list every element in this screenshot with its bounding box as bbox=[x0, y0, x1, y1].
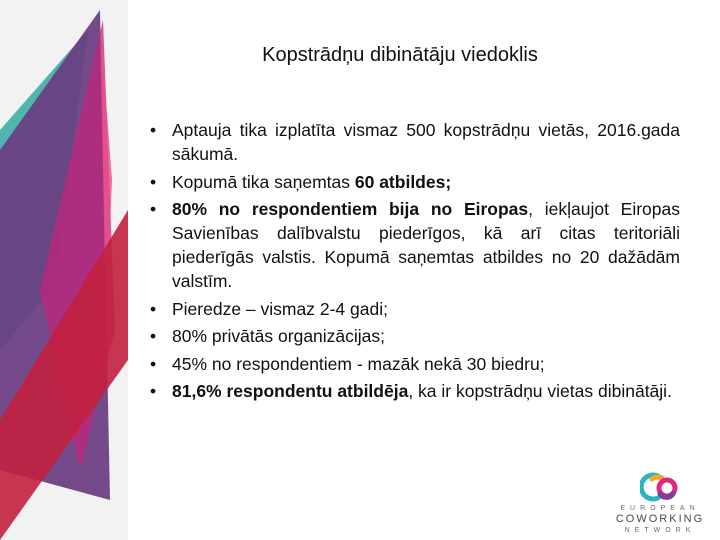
bullet-list bbox=[150, 118, 680, 407]
bullet-text: Aptauja tika izplatīta vismaz 500 kopstrādņu vietās, 2016.gada sākumā. bbox=[172, 120, 680, 164]
bullet-text: 45% no respondentiem - mazāk nekā 30 biedru; bbox=[172, 353, 545, 374]
slide-title: Kopstrādņu dibinātāju viedoklis bbox=[262, 44, 538, 66]
logo-text-line2: COWORKING bbox=[615, 513, 705, 525]
decorative-triangles bbox=[0, 0, 140, 540]
bullet-text: , ka ir kopstrādņu vietas dibinātāji. bbox=[408, 381, 672, 401]
bullet-text-bold: 81,6% respondentu atbildēja bbox=[172, 381, 409, 401]
bullet-item bbox=[150, 297, 680, 321]
logo-text-line3: NETWORK bbox=[624, 527, 696, 534]
bullet-text: Pieredze – vismaz 2-4 gadi; bbox=[172, 298, 388, 319]
bullet-item bbox=[150, 379, 680, 403]
bullet-item bbox=[150, 118, 680, 166]
bullet-text: Kopumā tika saņemtas bbox=[172, 171, 355, 192]
european-coworking-network-logo bbox=[608, 470, 712, 536]
bullet-text: 80% privātās organizācijas; bbox=[172, 326, 386, 346]
bullet-item bbox=[150, 170, 680, 194]
logo-mark-icon bbox=[640, 470, 680, 504]
bullet-text-bold: 80% no respondentiem bija no Eiropas bbox=[172, 199, 529, 219]
bullet-item bbox=[150, 324, 680, 348]
logo-text-line1: EUROPEAN bbox=[620, 505, 700, 512]
bullet-text: , iekļaujot Eiropas Savienības dalībvalstu piederīgos, kā arī citas teritoriāli piederīgās valstis. Kopumā saņemtas atbildes no 20 dažādām valstīm. bbox=[172, 199, 680, 291]
bullet-item bbox=[150, 197, 680, 293]
bullet-text-bold: 60 atbildes; bbox=[354, 171, 452, 192]
bullet-item bbox=[150, 352, 680, 376]
